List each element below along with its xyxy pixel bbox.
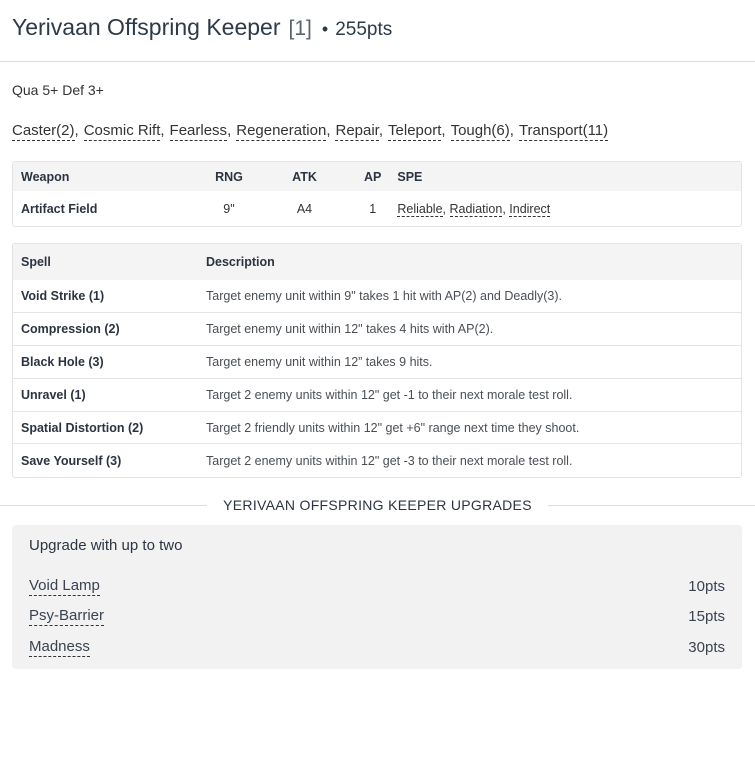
unit-size: [1]	[288, 17, 312, 40]
weapons-table-card	[12, 161, 742, 227]
special-rule[interactable]: Fearless	[169, 122, 228, 139]
spell-description: Target enemy unit within 12” takes 9 hits.	[206, 354, 433, 369]
weapon-rule-radiation[interactable]: Radiation	[449, 201, 503, 216]
weapon-name: Artifact Field	[21, 201, 98, 216]
upgrade-group-title: Upgrade with up to two	[29, 537, 183, 554]
spell-description: Target 2 friendly units within 12" get +6" range next time they shoot.	[206, 420, 580, 435]
spell-description: Target 2 enemy units within 12" get -1 to their next morale test roll.	[206, 387, 573, 402]
special-rule[interactable]: Cosmic Rift	[83, 122, 161, 139]
upgrades-heading-title: YERIVAAN OFFSPRING KEEPER UPGRADES	[207, 497, 548, 513]
upgrade-option[interactable]	[29, 571, 725, 602]
spell-row	[13, 313, 741, 346]
rule-separator: ,	[509, 122, 514, 139]
spell-row	[13, 378, 741, 411]
upgrade-option-cost: 10pts	[688, 577, 725, 595]
special-rule[interactable]: Transport(11)	[518, 122, 609, 139]
unit-points: 255pts	[335, 19, 393, 40]
spell-row	[13, 444, 741, 477]
col-spell: Spell	[13, 244, 198, 280]
spell-row	[13, 346, 741, 379]
col-description: Description	[198, 244, 741, 280]
upgrade-option[interactable]	[29, 602, 725, 633]
special-rule[interactable]: Caster(2)	[12, 122, 75, 139]
spell-description: Target enemy unit within 9" takes 1 hit with AP(2) and Deadly(3).	[206, 289, 562, 304]
upgrade-option-name[interactable]: Void Lamp	[29, 576, 100, 594]
upgrade-option-name[interactable]: Madness	[29, 637, 90, 655]
spell-name: Spatial Distortion (2)	[21, 420, 144, 435]
spells-table	[13, 244, 741, 477]
special-rule[interactable]: Regeneration	[236, 122, 327, 139]
upgrade-option-cost: 30pts	[688, 638, 725, 656]
spell-row	[13, 411, 741, 444]
weapon-row	[13, 191, 741, 226]
spell-description: Target enemy unit within 12" takes 4 hits with AP(2).	[206, 322, 494, 337]
spell-description: Target 2 enemy units within 12" get -3 to their next morale test roll.	[206, 453, 573, 468]
rule-separator: ,	[160, 122, 165, 139]
upgrades-section-heading	[0, 494, 755, 518]
unit-header	[0, 0, 755, 62]
special-rule[interactable]: Tough(6)	[450, 122, 510, 139]
special-rule[interactable]: Teleport	[388, 122, 442, 139]
spell-name: Save Yourself (3)	[21, 453, 122, 468]
spell-row	[13, 280, 741, 313]
spell-name: Void Strike (1)	[21, 289, 105, 304]
upgrade-option-name[interactable]: Psy-Barrier	[29, 607, 105, 625]
rule-separator: ,	[74, 122, 79, 139]
col-weapon: Weapon	[13, 162, 205, 191]
special-rules-list	[12, 122, 608, 139]
rule-separator: ,	[326, 122, 331, 139]
rule-separator: ,	[378, 122, 384, 139]
upgrade-option[interactable]	[29, 632, 725, 663]
weapon-ap: 1	[369, 201, 377, 216]
special-rule[interactable]: Repair	[335, 122, 379, 139]
spell-name: Compression (2)	[21, 322, 120, 337]
weapon-special: Reliable, Radiation, Indirect	[397, 201, 551, 216]
spell-name: Black Hole (3)	[21, 354, 104, 369]
spell-name: Unravel (1)	[21, 387, 86, 402]
weapon-rule-indirect[interactable]: Indirect	[509, 201, 551, 216]
weapons-header-row	[13, 162, 741, 191]
weapon-range: 9"	[223, 201, 235, 216]
weapon-rule-reliable[interactable]: Reliable	[397, 201, 443, 216]
separator-bullet: •	[321, 19, 329, 39]
spells-header-row	[13, 244, 741, 280]
col-ap: AP	[356, 162, 389, 191]
col-rng: RNG	[205, 162, 253, 191]
unit-name: Yerivaan Offspring Keeper	[12, 14, 281, 40]
spells-table-card	[12, 243, 742, 478]
upgrade-option-cost: 15pts	[688, 608, 725, 626]
unit-stats: Qua 5+ Def 3+	[12, 82, 104, 98]
weapons-table	[13, 162, 741, 226]
rule-separator: ,	[227, 122, 232, 139]
rule-separator: ,	[441, 122, 446, 139]
upgrade-group	[12, 525, 742, 669]
weapon-attacks: A4	[296, 201, 313, 216]
col-spe: SPE	[389, 162, 741, 191]
col-atk: ATK	[253, 162, 356, 191]
